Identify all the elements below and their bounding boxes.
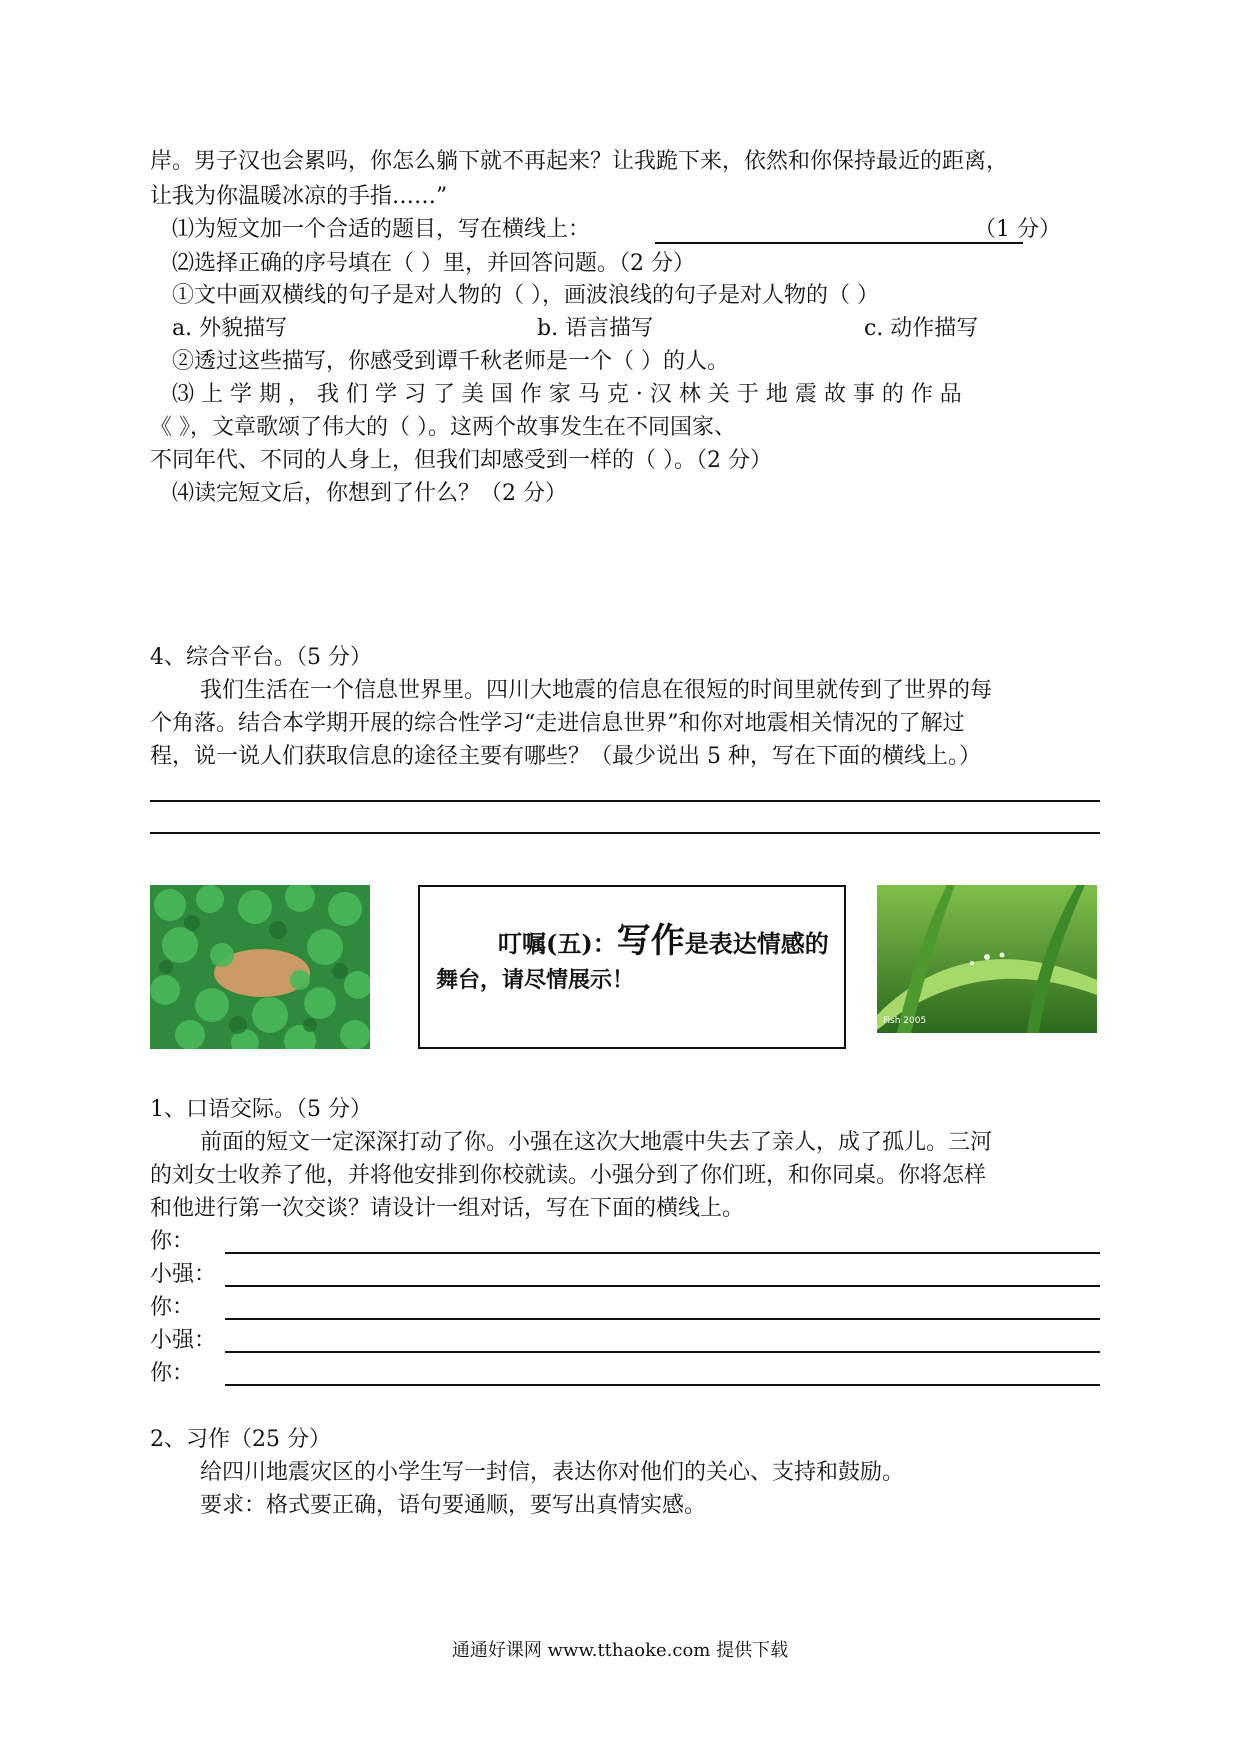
grass-dew-image	[877, 885, 1097, 1033]
answer-line-1[interactable]	[150, 800, 1100, 802]
writing-banner	[418, 885, 846, 1049]
banner-prefix: 叮嘱(五)：	[498, 929, 617, 958]
option-b: b. 语言描写	[537, 316, 654, 341]
section-4-title: 4、综合平台。（5 分）	[150, 645, 372, 670]
options-row	[172, 313, 1122, 345]
banner-line-1	[498, 913, 829, 962]
passage-line-1: 岸。男子汉也会累吗，你怎么躺下就不再起来？让我跪下来，依然和你保持最近的距离，	[150, 149, 1009, 174]
dialog-label-5: 你：	[150, 1361, 195, 1386]
dialog-label-3: 你：	[150, 1295, 195, 1320]
dialog-label-4: 小强：	[150, 1328, 217, 1353]
question-1-score: （1 分）	[974, 217, 1061, 242]
question-2a: ①文中画双横线的句子是对人物的（ ），画波浪线的句子是对人物的（ ）	[172, 283, 879, 308]
question-4: ⑷读完短文后，你想到了什么？（2 分）	[172, 481, 567, 506]
dialog-label-1: 你：	[150, 1229, 195, 1254]
dialog-line-2[interactable]	[225, 1285, 1100, 1287]
question-3-line-1: ⑶ 上 学 期 ， 我 们 学 习 了 美 国 作 家 马 克 · 汉 林 关 于 地 震 故 事 的 作 品	[172, 382, 962, 407]
dialog-line-5[interactable]	[225, 1384, 1100, 1386]
section-4-paragraph-3: 程，说一说人们获取信息的途径主要有哪些？（最少说出 5 种，写在下面的横线上。）	[150, 744, 981, 769]
banner-highlight: 写作	[616, 921, 685, 961]
section-4-paragraph-1: 我们生活在一个信息世界里。四川大地震的信息在很短的时间里就传到了世界的每	[200, 678, 993, 703]
writing-title: 2、习作（25 分）	[150, 1427, 331, 1452]
oral-paragraph-1: 前面的短文一定深深打动了你。小强在这次大地震中失去了亲人，成了孤儿。三河	[200, 1130, 993, 1155]
dialog-line-4[interactable]	[225, 1351, 1100, 1353]
oral-paragraph-3: 和他进行第一次交谈？请设计一组对话，写在下面的横线上。	[150, 1196, 745, 1221]
answer-line-2[interactable]	[150, 832, 1100, 834]
dialog-line-3[interactable]	[225, 1318, 1100, 1320]
grass-image-watermark: Fish 2005	[883, 1016, 927, 1026]
question-2: ⑵选择正确的序号填在（ ）里，并回答问题。（2 分）	[172, 251, 695, 276]
title-answer-line[interactable]	[655, 242, 1023, 244]
dialog-line-1[interactable]	[225, 1252, 1100, 1254]
passage-line-2: 让我为你温暖冰凉的手指……”	[150, 184, 448, 209]
question-3-line-2: 《 》，文章歌颂了伟大的（ ）。这两个故事发生在不同国家、	[150, 415, 736, 440]
oral-paragraph-2: 的刘女士收养了他，并将他安排到你校就读。小强分到了你们班，和你同桌。你将怎样	[150, 1163, 987, 1188]
banner-line-2: 舞台，请尽情展示！	[436, 967, 635, 993]
dialog-label-2: 小强：	[150, 1262, 217, 1287]
writing-paragraph-2: 要求：格式要正确，语句要通顺，要写出真情实感。	[200, 1493, 707, 1518]
option-a: a. 外貌描写	[172, 316, 288, 341]
question-1-text: ⑴为短文加一个合适的题目，写在横线上：	[172, 217, 591, 242]
oral-title: 1、口语交际。（5 分）	[150, 1097, 372, 1122]
question-2b: ②透过这些描写，你感受到谭千秋老师是一个（ ）的人。	[172, 349, 729, 374]
option-c: c. 动作描写	[864, 316, 979, 341]
ivy-leaves-image	[150, 885, 370, 1049]
question-3-line-3: 不同年代、不同的人身上，但我们却感受到一样的（ ）。（2 分）	[150, 448, 772, 473]
footer-text: 通通好课网 www.tthaoke.com 提供下载	[451, 1640, 789, 1661]
section-4-paragraph-2: 个角落。结合本学期开展的综合性学习“走进信息世界”和你对地震相关情况的了解过	[150, 711, 965, 736]
writing-paragraph-1: 给四川地震灾区的小学生写一封信，表达你对他们的关心、支持和鼓励。	[200, 1460, 905, 1485]
banner-rest: 是表达情感的	[684, 929, 829, 958]
